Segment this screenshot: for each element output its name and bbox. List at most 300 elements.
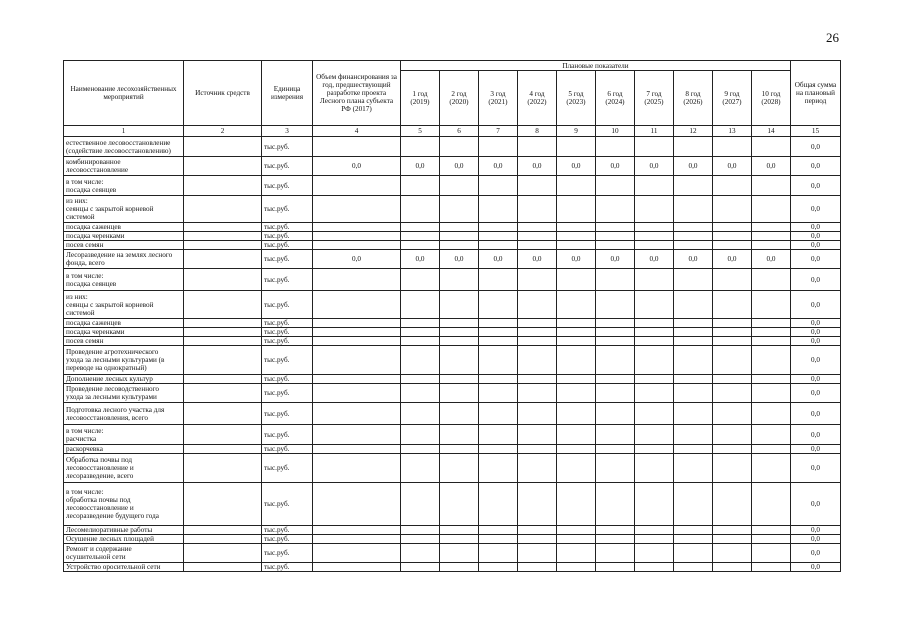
unit-cell: тыс.руб. <box>262 319 313 328</box>
unit-cell: тыс.руб. <box>262 250 313 269</box>
volume-cell <box>313 425 401 445</box>
year-value-cell <box>440 232 479 241</box>
year-value-cell <box>596 328 635 337</box>
year-value-cell <box>674 425 713 445</box>
year-value-cell: 0,0 <box>713 250 752 269</box>
volume-cell <box>313 176 401 196</box>
activity-name: посадка саженцев <box>64 319 184 328</box>
activity-name: Дополнение лесных культур <box>64 375 184 384</box>
table-row <box>64 346 841 375</box>
year-value-cell <box>635 454 674 483</box>
source-cell <box>184 375 262 384</box>
volume-cell <box>313 223 401 232</box>
year-value-cell <box>440 269 479 291</box>
column-number: 7 <box>479 126 518 137</box>
year-value-cell <box>440 196 479 223</box>
source-cell <box>184 328 262 337</box>
year-value-cell <box>479 241 518 250</box>
year-value-cell <box>518 232 557 241</box>
header-unit: Единица измерения <box>262 61 313 126</box>
year-value-cell <box>557 223 596 232</box>
year-value-cell <box>557 196 596 223</box>
year-value-cell <box>713 425 752 445</box>
year-value-cell <box>401 337 440 346</box>
total-cell: 0,0 <box>791 483 841 526</box>
year-value-cell <box>713 483 752 526</box>
table-row <box>64 375 841 384</box>
header-volume: Объем финансирования за год, предшествующий разработке проекта Лесного плана субъекта РФ (2017) <box>313 61 401 126</box>
year-value-cell <box>518 563 557 572</box>
year-value-cell <box>752 328 791 337</box>
source-cell <box>184 535 262 544</box>
year-value-cell <box>596 454 635 483</box>
unit-cell: тыс.руб. <box>262 483 313 526</box>
volume-cell <box>313 328 401 337</box>
year-value-cell <box>635 269 674 291</box>
year-value-cell <box>752 445 791 454</box>
year-value-cell <box>518 137 557 157</box>
volume-cell <box>313 563 401 572</box>
activity-name: Лесомелиоративные работы <box>64 526 184 535</box>
activity-name: посадка саженцев <box>64 223 184 232</box>
total-cell: 0,0 <box>791 337 841 346</box>
year-value-cell <box>479 269 518 291</box>
year-value-cell <box>752 232 791 241</box>
year-value-cell <box>518 223 557 232</box>
column-number: 10 <box>596 126 635 137</box>
year-value-cell <box>440 535 479 544</box>
year-value-cell <box>401 232 440 241</box>
year-value-cell <box>752 241 791 250</box>
year-value-cell <box>596 535 635 544</box>
year-value-cell <box>596 269 635 291</box>
volume-cell <box>313 337 401 346</box>
year-value-cell <box>518 176 557 196</box>
year-value-cell <box>596 425 635 445</box>
header-year: 3 год (2021) <box>479 71 518 126</box>
year-value-cell <box>752 291 791 319</box>
year-value-cell <box>401 269 440 291</box>
year-value-cell <box>401 454 440 483</box>
total-cell: 0,0 <box>791 241 841 250</box>
year-value-cell <box>557 375 596 384</box>
year-value-cell <box>635 337 674 346</box>
year-value-cell <box>401 241 440 250</box>
year-value-cell <box>635 384 674 403</box>
year-value-cell <box>440 137 479 157</box>
year-value-cell <box>752 337 791 346</box>
year-value-cell <box>557 425 596 445</box>
year-value-cell <box>713 346 752 375</box>
total-cell: 0,0 <box>791 196 841 223</box>
unit-cell: тыс.руб. <box>262 337 313 346</box>
year-value-cell <box>440 176 479 196</box>
activity-name: в том числе: расчистка <box>64 425 184 445</box>
year-value-cell <box>479 483 518 526</box>
total-cell: 0,0 <box>791 454 841 483</box>
activity-name: Подготовка лесного участка для лесовосстановления, всего <box>64 403 184 425</box>
year-value-cell <box>518 425 557 445</box>
year-value-cell: 0,0 <box>674 157 713 176</box>
year-value-cell <box>401 403 440 425</box>
table-row <box>64 328 841 337</box>
activity-name: Обработка почвы под лесовосстановление и лесоразведение, всего <box>64 454 184 483</box>
volume-cell <box>313 196 401 223</box>
source-cell <box>184 137 262 157</box>
header-year: 8 год (2026) <box>674 71 713 126</box>
unit-cell: тыс.руб. <box>262 269 313 291</box>
unit-cell: тыс.руб. <box>262 425 313 445</box>
year-value-cell <box>440 337 479 346</box>
year-value-cell <box>518 375 557 384</box>
total-cell: 0,0 <box>791 346 841 375</box>
year-value-cell <box>557 241 596 250</box>
year-value-cell <box>479 176 518 196</box>
column-number: 13 <box>713 126 752 137</box>
volume-cell <box>313 544 401 563</box>
column-number: 15 <box>791 126 841 137</box>
unit-cell: тыс.руб. <box>262 196 313 223</box>
unit-cell: тыс.руб. <box>262 346 313 375</box>
year-value-cell <box>713 269 752 291</box>
source-cell <box>184 425 262 445</box>
year-value-cell <box>557 483 596 526</box>
activity-name: из них: сеянцы с закрытой корневой системой <box>64 291 184 319</box>
year-value-cell <box>752 375 791 384</box>
volume-cell <box>313 535 401 544</box>
year-value-cell <box>401 319 440 328</box>
total-cell: 0,0 <box>791 544 841 563</box>
year-value-cell: 0,0 <box>401 250 440 269</box>
year-value-cell <box>440 483 479 526</box>
year-value-cell <box>635 346 674 375</box>
source-cell <box>184 403 262 425</box>
source-cell <box>184 157 262 176</box>
year-value-cell: 0,0 <box>635 157 674 176</box>
year-value-cell <box>518 483 557 526</box>
year-value-cell: 0,0 <box>557 250 596 269</box>
total-cell: 0,0 <box>791 157 841 176</box>
unit-cell: тыс.руб. <box>262 328 313 337</box>
table-row <box>64 526 841 535</box>
year-value-cell <box>674 384 713 403</box>
column-number: 12 <box>674 126 713 137</box>
unit-cell: тыс.руб. <box>262 291 313 319</box>
year-value-cell <box>518 526 557 535</box>
year-value-cell: 0,0 <box>674 250 713 269</box>
year-value-cell <box>557 384 596 403</box>
unit-cell: тыс.руб. <box>262 445 313 454</box>
year-value-cell <box>674 454 713 483</box>
year-value-cell: 0,0 <box>518 157 557 176</box>
year-value-cell <box>713 337 752 346</box>
year-value-cell <box>596 196 635 223</box>
total-cell: 0,0 <box>791 176 841 196</box>
year-value-cell <box>479 328 518 337</box>
year-value-cell <box>401 375 440 384</box>
source-cell <box>184 291 262 319</box>
activity-name: посадка черенками <box>64 328 184 337</box>
year-value-cell <box>479 319 518 328</box>
year-value-cell <box>401 137 440 157</box>
year-value-cell <box>596 563 635 572</box>
year-value-cell <box>713 445 752 454</box>
total-cell: 0,0 <box>791 291 841 319</box>
total-cell: 0,0 <box>791 250 841 269</box>
column-number: 2 <box>184 126 262 137</box>
year-value-cell <box>752 526 791 535</box>
year-value-cell <box>557 403 596 425</box>
unit-cell: тыс.руб. <box>262 454 313 483</box>
header-year: 1 год (2019) <box>401 71 440 126</box>
table-row <box>64 137 841 157</box>
table-row <box>64 544 841 563</box>
table-row <box>64 425 841 445</box>
year-value-cell <box>518 535 557 544</box>
header-source: Источник средств <box>184 61 262 126</box>
volume-cell <box>313 346 401 375</box>
year-value-cell <box>479 291 518 319</box>
year-value-cell <box>674 176 713 196</box>
table-row <box>64 319 841 328</box>
year-value-cell <box>674 535 713 544</box>
year-value-cell <box>401 346 440 375</box>
year-value-cell <box>635 483 674 526</box>
year-value-cell: 0,0 <box>440 250 479 269</box>
total-cell: 0,0 <box>791 526 841 535</box>
unit-cell: тыс.руб. <box>262 137 313 157</box>
year-value-cell <box>635 232 674 241</box>
year-value-cell <box>557 137 596 157</box>
year-value-cell: 0,0 <box>440 157 479 176</box>
year-value-cell <box>518 269 557 291</box>
year-value-cell <box>752 384 791 403</box>
unit-cell: тыс.руб. <box>262 526 313 535</box>
volume-cell <box>313 319 401 328</box>
year-value-cell <box>596 544 635 563</box>
year-value-cell <box>674 269 713 291</box>
volume-cell <box>313 137 401 157</box>
year-value-cell <box>713 137 752 157</box>
forestry-plan-table <box>63 60 841 572</box>
activity-name: посев семян <box>64 241 184 250</box>
year-value-cell <box>440 328 479 337</box>
year-value-cell <box>674 337 713 346</box>
unit-cell: тыс.руб. <box>262 544 313 563</box>
year-value-cell <box>401 176 440 196</box>
year-value-cell <box>440 223 479 232</box>
activity-name: в том числе: обработка почвы под лесовосстановление и лесоразведение будущего года <box>64 483 184 526</box>
year-value-cell <box>440 454 479 483</box>
total-cell: 0,0 <box>791 375 841 384</box>
year-value-cell <box>713 384 752 403</box>
year-value-cell <box>401 291 440 319</box>
year-value-cell <box>713 232 752 241</box>
year-value-cell <box>752 544 791 563</box>
year-value-cell <box>635 544 674 563</box>
source-cell <box>184 241 262 250</box>
year-value-cell <box>401 544 440 563</box>
activity-name: Устройство оросительной сети <box>64 563 184 572</box>
activity-name: раскорчевка <box>64 445 184 454</box>
year-value-cell <box>752 483 791 526</box>
year-value-cell <box>752 137 791 157</box>
year-value-cell <box>440 526 479 535</box>
unit-cell: тыс.руб. <box>262 375 313 384</box>
total-cell: 0,0 <box>791 319 841 328</box>
source-cell <box>184 526 262 535</box>
year-value-cell <box>479 337 518 346</box>
year-value-cell <box>440 445 479 454</box>
header-total: Общая сумма на плановый период <box>791 61 841 126</box>
year-value-cell <box>440 544 479 563</box>
year-value-cell: 0,0 <box>518 250 557 269</box>
year-value-cell <box>713 375 752 384</box>
activity-name: посев семян <box>64 337 184 346</box>
year-value-cell <box>713 319 752 328</box>
year-value-cell <box>752 176 791 196</box>
source-cell <box>184 445 262 454</box>
header-year: 9 год (2027) <box>713 71 752 126</box>
year-value-cell <box>401 483 440 526</box>
year-value-cell <box>635 535 674 544</box>
table-row <box>64 483 841 526</box>
page-number: 26 <box>826 30 839 45</box>
year-value-cell <box>518 291 557 319</box>
volume-cell <box>313 483 401 526</box>
year-value-cell <box>674 563 713 572</box>
year-value-cell <box>596 137 635 157</box>
year-value-cell <box>674 375 713 384</box>
table-row <box>64 176 841 196</box>
year-value-cell <box>518 319 557 328</box>
year-value-cell <box>635 241 674 250</box>
year-value-cell <box>674 232 713 241</box>
total-cell: 0,0 <box>791 223 841 232</box>
table-row <box>64 384 841 403</box>
unit-cell: тыс.руб. <box>262 241 313 250</box>
year-value-cell <box>752 319 791 328</box>
column-number: 1 <box>64 126 184 137</box>
year-value-cell <box>596 403 635 425</box>
year-value-cell: 0,0 <box>596 157 635 176</box>
table-header <box>64 61 841 137</box>
year-value-cell: 0,0 <box>479 250 518 269</box>
volume-cell <box>313 241 401 250</box>
header-planned: Плановые показатели <box>401 61 791 71</box>
year-value-cell <box>635 425 674 445</box>
year-value-cell <box>401 445 440 454</box>
year-value-cell <box>635 196 674 223</box>
year-value-cell: 0,0 <box>479 157 518 176</box>
year-value-cell <box>674 223 713 232</box>
year-value-cell <box>674 526 713 535</box>
column-number: 9 <box>557 126 596 137</box>
year-value-cell <box>557 337 596 346</box>
year-value-cell <box>713 176 752 196</box>
volume-cell <box>313 232 401 241</box>
activity-name: Осушение лесных площадей <box>64 535 184 544</box>
year-value-cell <box>674 403 713 425</box>
year-value-cell <box>518 241 557 250</box>
year-value-cell <box>674 291 713 319</box>
year-value-cell <box>596 176 635 196</box>
year-value-cell <box>713 526 752 535</box>
column-number: 3 <box>262 126 313 137</box>
source-cell <box>184 384 262 403</box>
year-value-cell <box>752 403 791 425</box>
year-value-cell <box>479 544 518 563</box>
table-row <box>64 250 841 269</box>
total-cell: 0,0 <box>791 403 841 425</box>
total-cell: 0,0 <box>791 137 841 157</box>
total-cell: 0,0 <box>791 445 841 454</box>
year-value-cell <box>518 454 557 483</box>
year-value-cell <box>518 337 557 346</box>
column-number: 14 <box>752 126 791 137</box>
year-value-cell <box>518 196 557 223</box>
year-value-cell <box>596 223 635 232</box>
source-cell <box>184 346 262 375</box>
activity-name: комбинированное лесовосстановление <box>64 157 184 176</box>
year-value-cell <box>401 526 440 535</box>
year-value-cell <box>635 223 674 232</box>
volume-cell <box>313 445 401 454</box>
year-value-cell <box>479 425 518 445</box>
year-value-cell <box>557 454 596 483</box>
year-value-cell <box>674 319 713 328</box>
year-value-cell <box>401 535 440 544</box>
source-cell <box>184 223 262 232</box>
total-cell: 0,0 <box>791 328 841 337</box>
year-value-cell <box>674 137 713 157</box>
source-cell <box>184 176 262 196</box>
year-value-cell <box>713 196 752 223</box>
table-row <box>64 232 841 241</box>
total-cell: 0,0 <box>791 425 841 445</box>
year-value-cell <box>518 328 557 337</box>
year-value-cell <box>752 563 791 572</box>
table-row <box>64 337 841 346</box>
table-row <box>64 223 841 232</box>
year-value-cell <box>518 403 557 425</box>
year-value-cell <box>596 337 635 346</box>
year-value-cell <box>713 328 752 337</box>
table-row <box>64 403 841 425</box>
year-value-cell <box>596 346 635 375</box>
year-value-cell: 0,0 <box>752 250 791 269</box>
year-value-cell <box>518 544 557 563</box>
source-cell <box>184 250 262 269</box>
activity-name: посадка черенками <box>64 232 184 241</box>
source-cell <box>184 269 262 291</box>
year-value-cell <box>635 526 674 535</box>
year-value-cell: 0,0 <box>713 157 752 176</box>
year-value-cell <box>635 375 674 384</box>
unit-cell: тыс.руб. <box>262 563 313 572</box>
year-value-cell <box>401 223 440 232</box>
year-value-cell <box>440 563 479 572</box>
source-cell <box>184 196 262 223</box>
year-value-cell <box>596 291 635 319</box>
year-value-cell <box>440 319 479 328</box>
year-value-cell: 0,0 <box>596 250 635 269</box>
year-value-cell <box>713 535 752 544</box>
year-value-cell <box>674 328 713 337</box>
header-year: 7 год (2025) <box>635 71 674 126</box>
year-value-cell <box>635 291 674 319</box>
year-value-cell <box>674 241 713 250</box>
